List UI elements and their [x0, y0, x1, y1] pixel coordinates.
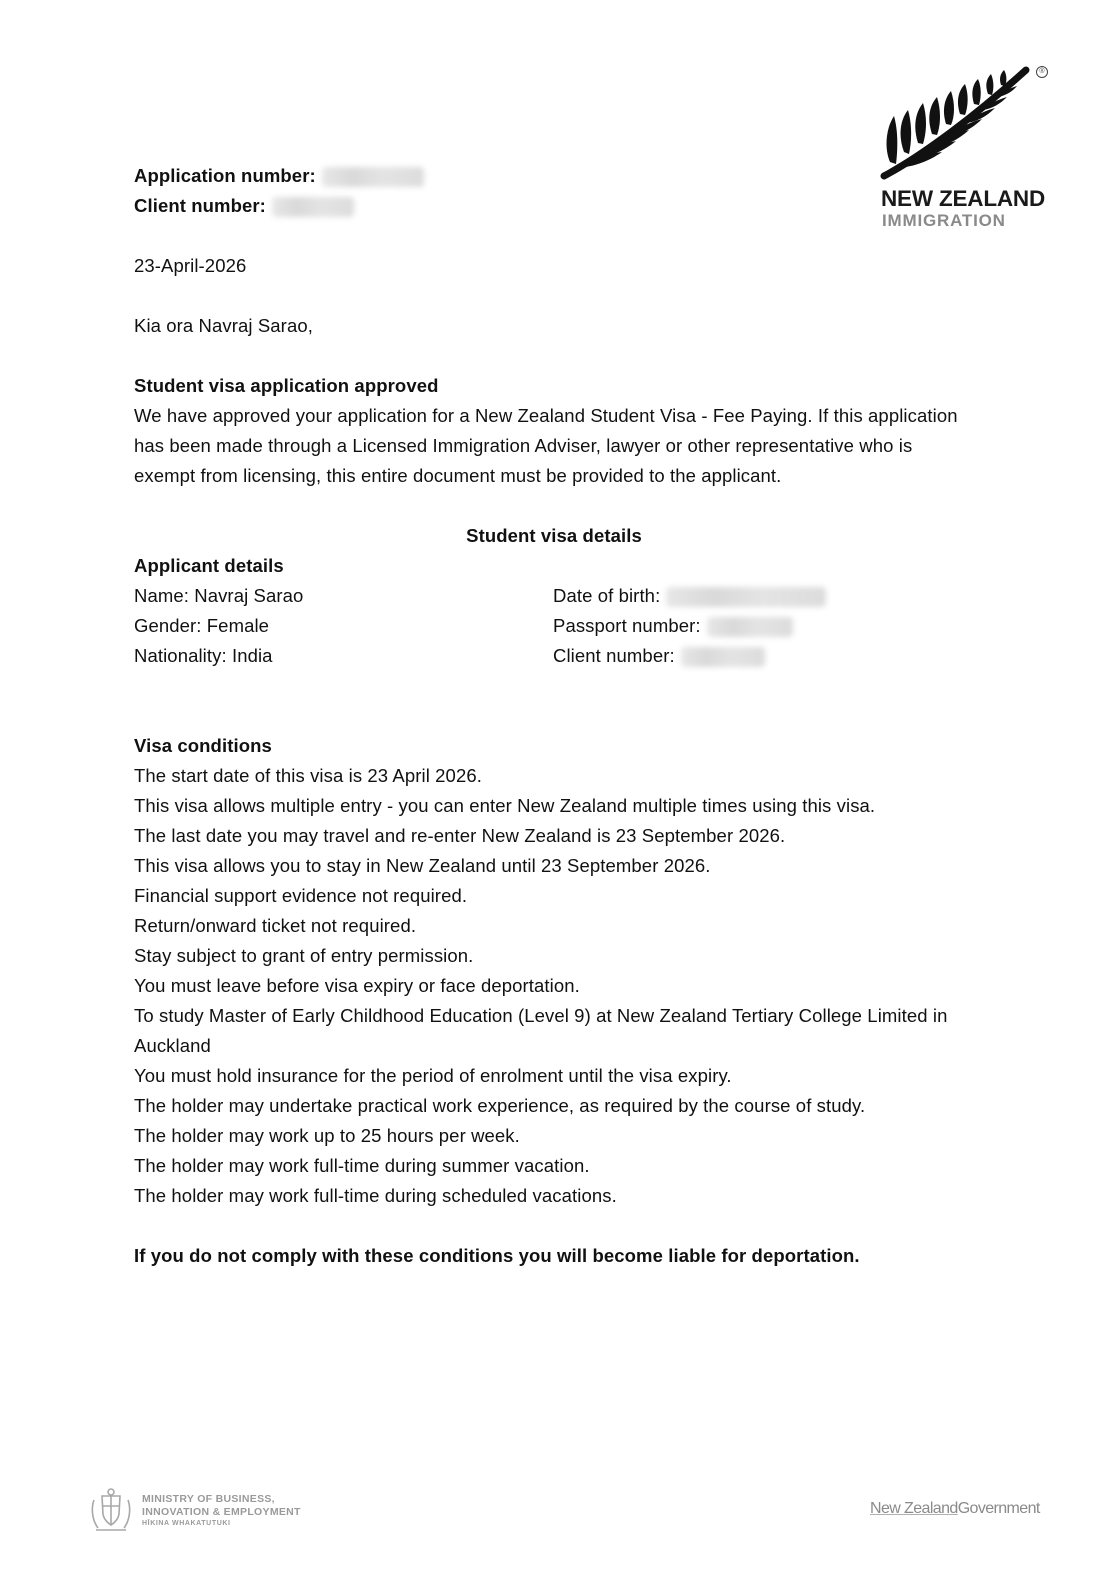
passport-number-label: Passport number:: [553, 615, 701, 636]
letter-greeting: Kia ora Navraj Sarao,: [134, 315, 313, 336]
mbie-line-3: HĪKINA WHAKATUTUKI: [142, 1520, 231, 1527]
mbie-line-2: INNOVATION & EMPLOYMENT: [142, 1506, 301, 1518]
approval-line: We have approved your application for a New Zealand Student Visa - Fee Paying. If this application: [134, 405, 958, 426]
date-of-birth-label: Date of birth:: [553, 585, 661, 606]
letter-date: 23-April-2026: [134, 255, 247, 276]
date-of-birth-redacted: [666, 587, 826, 607]
condition-line: This visa allows multiple entry - you can enter New Zealand multiple times using this visa.: [134, 795, 876, 816]
nz-immigration-logo: [876, 64, 1056, 234]
mbie-text: [142, 1493, 301, 1529]
application-number-redacted: [322, 167, 424, 187]
mbie-line-1: MINISTRY OF BUSINESS,: [142, 1493, 275, 1505]
applicant-nationality: Nationality: India: [134, 645, 273, 666]
nz-government-part1: New Zealand: [870, 1500, 958, 1517]
nz-government-part2: Government: [957, 1500, 1040, 1517]
approval-line: has been made through a Licensed Immigration Adviser, lawyer or other representative who is: [134, 435, 913, 456]
details-client-number-label: Client number:: [553, 645, 675, 666]
deportation-warning: If you do not comply with these conditions you will become liable for deportation.: [134, 1245, 860, 1266]
application-number-label: Application number:: [134, 165, 316, 186]
applicant-name: Name: Navraj Sarao: [134, 585, 304, 606]
condition-line: To study Master of Early Childhood Education (Level 9) at New Zealand Tertiary College Limited in: [134, 1005, 948, 1026]
approval-line: exempt from licensing, this entire document must be provided to the applicant.: [134, 465, 782, 486]
visa-details-title: Student visa details: [466, 525, 642, 546]
condition-line: Return/onward ticket not required.: [134, 915, 417, 936]
condition-line: You must hold insurance for the period of enrolment until the visa expiry.: [134, 1065, 732, 1086]
approval-heading: Student visa application approved: [134, 375, 439, 396]
details-client-number-row: [553, 641, 765, 671]
logo-text-immigration: IMMIGRATION: [882, 211, 1006, 230]
silver-fern-icon: [876, 64, 1036, 182]
details-client-number-redacted: [681, 647, 765, 667]
passport-number-row: [553, 611, 793, 641]
application-number-row: [134, 161, 424, 191]
condition-line: This visa allows you to stay in New Zealand until 23 September 2026.: [134, 855, 711, 876]
condition-line: The holder may work up to 25 hours per week.: [134, 1125, 520, 1146]
condition-line: You must leave before visa expiry or face deportation.: [134, 975, 580, 996]
applicant-details-heading: Applicant details: [134, 555, 284, 576]
condition-line: The holder may work full-time during scheduled vacations.: [134, 1185, 617, 1206]
registered-mark: ®: [1036, 66, 1048, 78]
nz-government-logo: [870, 1500, 1040, 1518]
mbie-logo: [88, 1488, 348, 1538]
visa-conditions-list: [134, 761, 947, 1211]
client-number-row: [134, 191, 354, 221]
client-number-label: Client number:: [134, 195, 266, 216]
logo-text-new-zealand: NEW ZEALAND: [881, 186, 1046, 211]
visa-conditions-heading: Visa conditions: [134, 735, 272, 756]
passport-number-redacted: [707, 617, 793, 637]
condition-line: Financial support evidence not required.: [134, 885, 468, 906]
client-number-redacted: [272, 197, 354, 217]
coat-of-arms-icon: [88, 1488, 134, 1534]
condition-line: The start date of this visa is 23 April 2026.: [134, 765, 482, 786]
condition-line: The holder may undertake practical work experience, as required by the course of study.: [134, 1095, 866, 1116]
applicant-gender: Gender: Female: [134, 615, 270, 636]
condition-line: Auckland: [134, 1035, 211, 1056]
condition-line: The last date you may travel and re-enter New Zealand is 23 September 2026.: [134, 825, 786, 846]
condition-line: The holder may work full-time during summer vacation.: [134, 1155, 590, 1176]
condition-line: Stay subject to grant of entry permission.: [134, 945, 474, 966]
approval-paragraph: [134, 401, 958, 491]
date-of-birth-row: [553, 581, 826, 611]
